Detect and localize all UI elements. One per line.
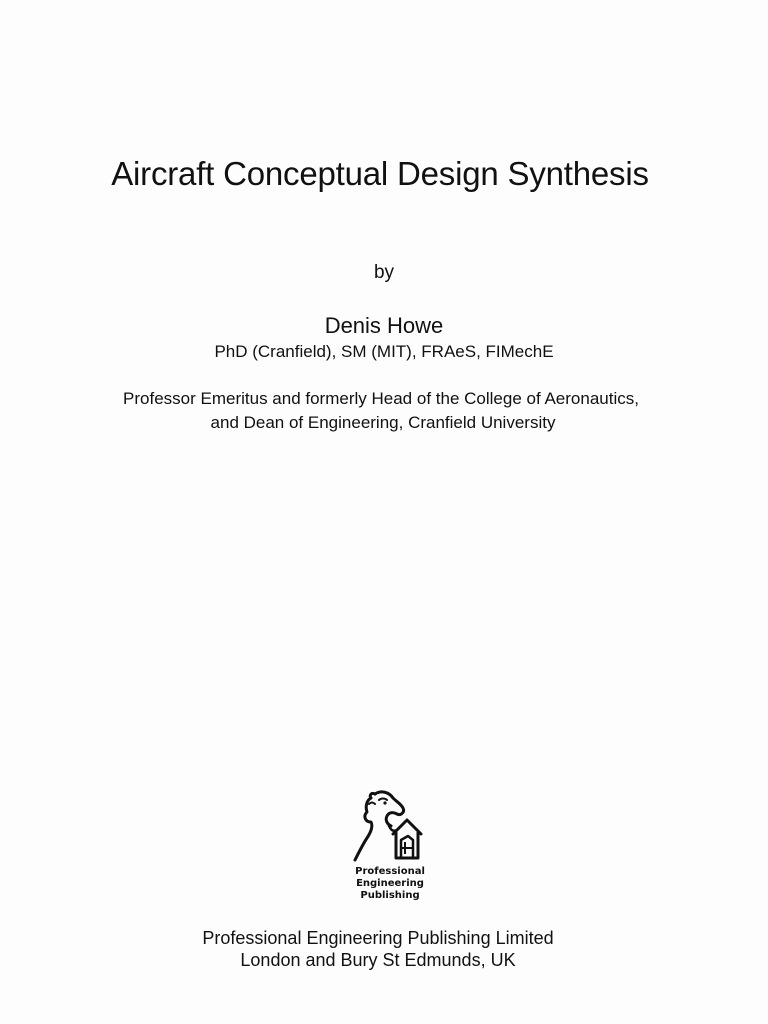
horse-head-house-logo-icon xyxy=(345,786,433,866)
author-name: Denis Howe xyxy=(324,313,444,338)
logo-wordmark xyxy=(330,866,450,902)
publisher-name: Professional Engineering Publishing Limited xyxy=(202,928,554,948)
logo-line-3: Publishing xyxy=(360,890,420,901)
logo-line-2: Engineering xyxy=(356,878,424,889)
publisher-location: London and Bury St Edmunds, UK xyxy=(240,950,516,970)
logo-line-1: Professional xyxy=(355,866,425,877)
book-title: Aircraft Conceptual Design Synthesis xyxy=(111,155,649,192)
author-role-line-2: and Dean of Engineering, Cranfield University xyxy=(210,413,556,432)
author-qualifications: PhD (Cranfield), SM (MIT), FRAeS, FIMechE xyxy=(214,342,554,361)
by-label: by xyxy=(373,262,395,283)
author-role-line-1: Professor Emeritus and formerly Head of the College of Aeronautics, xyxy=(123,389,639,408)
